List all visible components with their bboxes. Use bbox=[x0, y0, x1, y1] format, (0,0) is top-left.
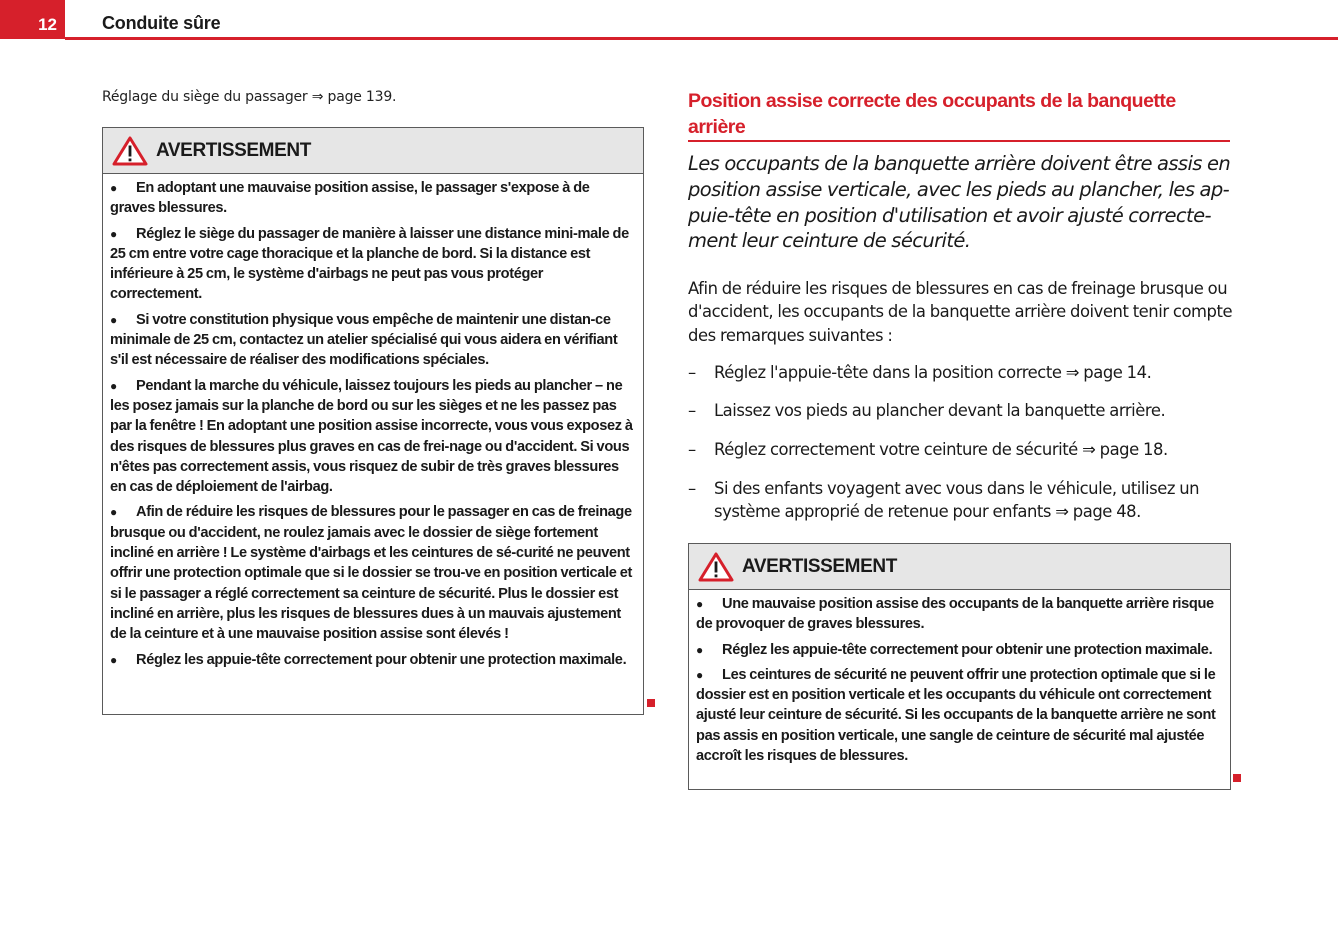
warning-item: ● Réglez le siège du passager de manière à laisser une distance mini-male de 25 cm entre votre cage thoracique et la planche de bord. Si la distance est inférieure à 25 cm, le système d'airbags ne peut pas vous protéger correctement. bbox=[110, 225, 629, 303]
warning-title: AVERTISSEMENT bbox=[742, 555, 897, 577]
chapter-title: Conduite sûre bbox=[102, 13, 221, 33]
warning-triangle-icon bbox=[698, 552, 734, 582]
warning-body bbox=[103, 174, 643, 677]
warning-body bbox=[689, 590, 1230, 773]
warning-item: ● Les ceintures de sécurité ne peuvent offrir une protection optimale que si le dossier est en position verticale et les occupants du véhicule ont correctement ajusté leur ceinture de sécurité. Si les occupants de la banquette arrière ne sont pas assis en position verticale, une sangle de ceinture de sécurité mal ajustée accroît les risques de blessures. bbox=[696, 666, 1216, 765]
page-number: 12 bbox=[0, 0, 65, 39]
warning-item: ● Réglez les appuie-tête correctement pour obtenir une protection maximale. bbox=[110, 650, 636, 670]
warning-item: ● Réglez les appuie-tête correctement pour obtenir une protection maximale. bbox=[696, 640, 1223, 660]
dash-icon: – bbox=[688, 479, 696, 498]
step-text[interactable]: Si des enfants voyagent avec vous dans le véhicule, utilisez un système approprié de retenue pour enfants ⇒ page 48. bbox=[714, 479, 1200, 522]
body-paragraph: Afin de réduire les risques de blessures en cas de freinage brusque ou d'accident, les occupants de la banquette arrière doivent tenir compte des remarques suivantes : bbox=[688, 279, 1233, 345]
section-title: Position assise correcte des occupants de la banquette arrière bbox=[688, 90, 1176, 138]
bullet-icon: ● bbox=[696, 642, 703, 657]
bullet-icon: ● bbox=[110, 181, 117, 195]
section-title-rule bbox=[688, 140, 1230, 142]
dash-icon: – bbox=[688, 401, 696, 420]
bullet-icon: ● bbox=[110, 378, 117, 393]
dash-icon: – bbox=[688, 363, 696, 382]
warning-item: ● Si votre constitution physique vous empêche de maintenir une distan-ce minimale de 25 cm, contactez un atelier spécialisé qui vous aidera en vérifiant s'il est nécessaire de réaliser des modifications spéciales. bbox=[110, 311, 618, 369]
cross-reference-passenger-seat[interactable]: Réglage du siège du passager ⇒ page 139. bbox=[102, 89, 397, 105]
warning-box-passenger bbox=[102, 127, 644, 715]
warning-title: AVERTISSEMENT bbox=[156, 139, 311, 161]
section-end-marker-icon bbox=[1233, 774, 1241, 782]
step-item bbox=[688, 399, 1233, 422]
section-end-marker-icon bbox=[647, 699, 655, 707]
warning-triangle-icon bbox=[112, 136, 148, 166]
step-item bbox=[688, 361, 1233, 384]
bullet-icon: ● bbox=[110, 312, 117, 327]
dash-icon: – bbox=[688, 440, 696, 459]
step-text: Laissez vos pieds au plancher devant la banquette arrière. bbox=[714, 401, 1166, 420]
step-item bbox=[688, 438, 1233, 461]
warning-header bbox=[689, 544, 1230, 590]
warning-item: ● Pendant la marche du véhicule, laissez toujours les pieds au plancher – ne les posez jamais sur la planche de bord ou sur les sièges et ne les passez pas par la fenêtre ! En adoptant une position assise incorrecte, vous vous exposez à des risques de blessures plus graves en cas de frei-nage ou d'accident. Si vous n'êtes pas correctement assis, vous risquez de subir de très graves blessures en cas de déploiement de l'airbag. bbox=[110, 377, 633, 496]
section-intro: Les occupants de la banquette arrière doivent être assis en position assise verticale, avec les pieds au plancher, les ap-puie-tête en position d'utilisation et avoir ajusté correcte-ment leur ceinture de sécurité. bbox=[688, 152, 1231, 253]
bullet-icon: ● bbox=[110, 505, 117, 520]
warning-box-rear-occupants bbox=[688, 543, 1231, 790]
warning-item: ● Afin de réduire les risques de blessures pour le passager en cas de freinage brusque ou d'accident, ne roulez jamais avec le dossier de siège fortement incliné en arrière ! Le système d'airbags et les ceintures de sé-curité ne peuvent offrir une protection optimale que si le dossier se trou-ve en position verticale et si le passager a réglé correctement sa ceinture de sécurité. Plus le dossier est incliné en arrière, plus les risques de blessures dues à un mauvais ajustement de la ceinture et à une mauvaise position assise sont élevés ! bbox=[110, 504, 633, 643]
warning-item: ● Une mauvaise position assise des occupants de la banquette arrière risque de provoquer de graves blessures. bbox=[696, 596, 1214, 633]
step-item bbox=[688, 477, 1233, 524]
bullet-icon: ● bbox=[696, 597, 703, 611]
bullet-icon: ● bbox=[696, 667, 703, 682]
header-rule bbox=[65, 37, 1338, 40]
bullet-icon: ● bbox=[110, 652, 117, 667]
step-text[interactable]: Réglez correctement votre ceinture de sécurité ⇒ page 18. bbox=[714, 440, 1168, 459]
warning-item: ● En adoptant une mauvaise position assise, le passager s'expose à de graves blessures. bbox=[110, 180, 590, 217]
warning-header bbox=[103, 128, 643, 174]
step-text[interactable]: Réglez l'appuie-tête dans la position correcte ⇒ page 14. bbox=[714, 363, 1152, 382]
bullet-icon: ● bbox=[110, 226, 117, 241]
